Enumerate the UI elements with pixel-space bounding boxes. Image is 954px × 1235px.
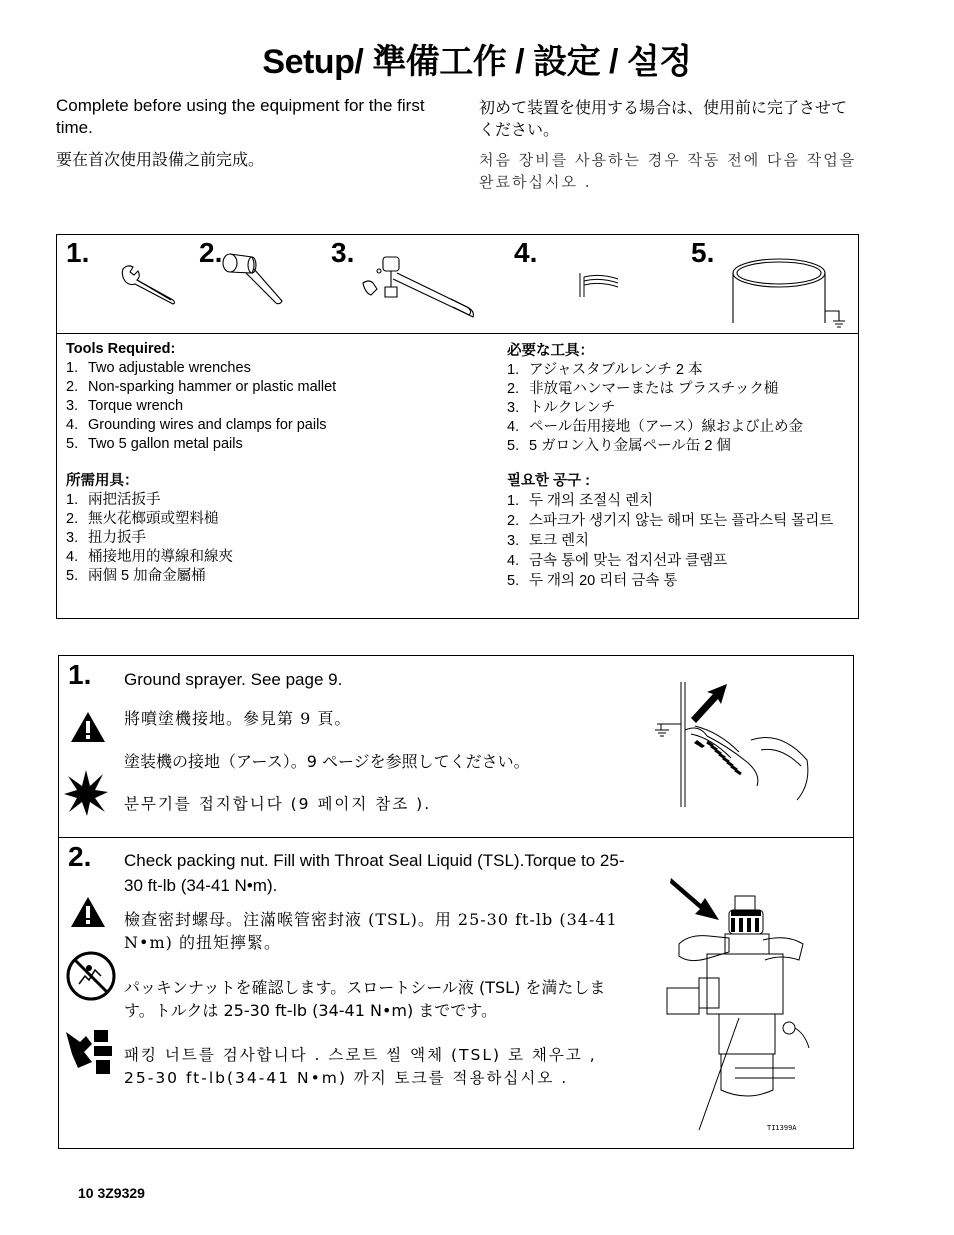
list-item: 1. 두 개의 조절식 렌치 — [507, 493, 654, 509]
torque-wrench-icon — [361, 253, 487, 325]
list-item: 3. 扭力扳手 — [66, 530, 146, 546]
list-item: 2. 非放電ハンマーまたは プラスチック槌 — [507, 381, 779, 397]
list-item: 1. アジャスタブルレンチ 2 本 — [507, 362, 703, 378]
figure-id-label: TI1399A — [767, 1124, 797, 1132]
steps-divider — [59, 837, 853, 838]
intro-zh: 要在首次使用設備之前完成。 — [56, 150, 265, 169]
step-1-en: Ground sprayer. See page 9. — [124, 670, 343, 689]
step-number-2: 2. — [68, 841, 92, 872]
step-1-ko: 분무기를 접지합니다 (9 페이지 참조 ). — [124, 795, 432, 813]
list-item: 4. ペール缶用接地（アース）線および止め金 — [507, 419, 804, 435]
pinch-hazard-icon — [64, 1026, 114, 1078]
list-item: 3. トルクレンチ — [507, 400, 616, 416]
tools-box — [56, 234, 859, 619]
step-2-en: Check packing nut. Fill with Throat Seal Liquid (TSL).Torque to 25-30 ft-lb (34-41 N•m). — [124, 851, 625, 895]
metal-pail-icon — [729, 255, 849, 333]
list-item: 5. 5 ガロン入り金属ペール缶 2 個 — [507, 438, 731, 454]
step-1-text — [124, 667, 644, 816]
tools-list-ko — [507, 471, 852, 591]
list-item: 3. Torque wrench — [66, 398, 184, 414]
list-item: 4. Grounding wires and clamps for pails — [66, 417, 327, 433]
list-item: 2. 스파크가 생기지 않는 해머 또는 플라스틱 몰리트 — [507, 513, 834, 529]
list-item: 4. 금속 통에 맞는 접지선과 클램프 — [507, 553, 728, 569]
tool-number-1: 1. — [66, 237, 90, 268]
pump-packing-nut-figure-icon — [659, 868, 819, 1138]
list-item: 1. Two adjustable wrenches — [66, 360, 251, 376]
step-2-ja: パッキンナットを確認します。スロートシール液 (TSL) を満たします。トルクは 25-30 ft-lb (34-41 N•m) までです。 — [124, 978, 606, 1020]
mallet-icon — [220, 249, 290, 309]
step-2-ko: 패킹 너트를 검사합니다 . 스로트 씰 액체 (TSL) 로 채우고 , 25-30 ft-lb(34-41 N•m) 까지 토크를 적용하십시오 . — [124, 1046, 597, 1087]
tools-heading-ja: 必要な工具： — [507, 343, 594, 359]
intro-left — [56, 95, 446, 181]
list-item: 2. 無火花榔頭或塑料槌 — [66, 511, 219, 527]
tool-number-3: 3. — [331, 237, 355, 268]
grounding-clamp-icon — [576, 271, 620, 301]
ground-clamp-figure-icon — [651, 680, 811, 810]
tool-number-2: 2. — [199, 237, 223, 268]
list-item: 3. 토크 렌치 — [507, 533, 590, 549]
list-item: 5. Two 5 gallon metal pails — [66, 436, 243, 452]
fire-explosion-icon — [63, 768, 109, 818]
step-1-zh: 將噴塗機接地。參見第 9 頁。 — [124, 709, 352, 728]
warning-triangle-icon — [69, 710, 107, 744]
tools-heading-en: Tools Required: — [66, 341, 176, 357]
intro-en: Complete before using the equipment for the first time. — [56, 96, 425, 137]
tools-list-ja — [507, 342, 852, 456]
step-number-1: 1. — [68, 659, 92, 690]
tools-heading-ko: 필요한 공구 : — [507, 473, 590, 489]
intro-ko: 처음 장비를 사용하는 경우 작동 전에 다음 작업을 완료하십시오 . — [479, 151, 857, 191]
page-title: Setup/ 準備工作 / 設定 / 설정 — [262, 43, 692, 81]
step-1-ja: 塗装機の接地（アース）。9 ページを参照してください。 — [124, 752, 530, 771]
intro-right — [479, 97, 859, 203]
warning-triangle-icon — [69, 895, 107, 929]
list-item: 4. 桶接地用的導線和線夾 — [66, 549, 233, 565]
tool-number-4: 4. — [514, 237, 538, 268]
list-item: 5. 두 개의 20 리터 금속 통 — [507, 573, 678, 589]
list-item: 5. 兩個 5 加侖金屬桶 — [66, 568, 206, 584]
tools-heading-zh: 所需用具： — [66, 473, 139, 489]
list-item: 2. Non-sparking hammer or plastic mallet — [66, 379, 337, 395]
page-footer: 10 3Z9329 — [78, 1185, 145, 1201]
step-2-text — [124, 848, 629, 1090]
list-item: 1. 兩把活扳手 — [66, 492, 161, 508]
tool-number-5: 5. — [691, 237, 715, 268]
adjustable-wrench-icon — [119, 263, 179, 305]
tools-list-zh — [66, 472, 486, 586]
steps-box — [58, 655, 854, 1149]
no-sparks-icon — [65, 950, 117, 1002]
tools-divider — [57, 333, 858, 334]
tools-list-en — [66, 340, 486, 454]
intro-ja: 初めて装置を使用する場合は、使用前に完了させてください。 — [479, 98, 848, 139]
step-2-zh: 檢查密封螺母。注滿喉管密封液 (TSL)。用 25-30 ft-lb (34-41 N•m) 的扭矩擰緊。 — [124, 910, 618, 952]
